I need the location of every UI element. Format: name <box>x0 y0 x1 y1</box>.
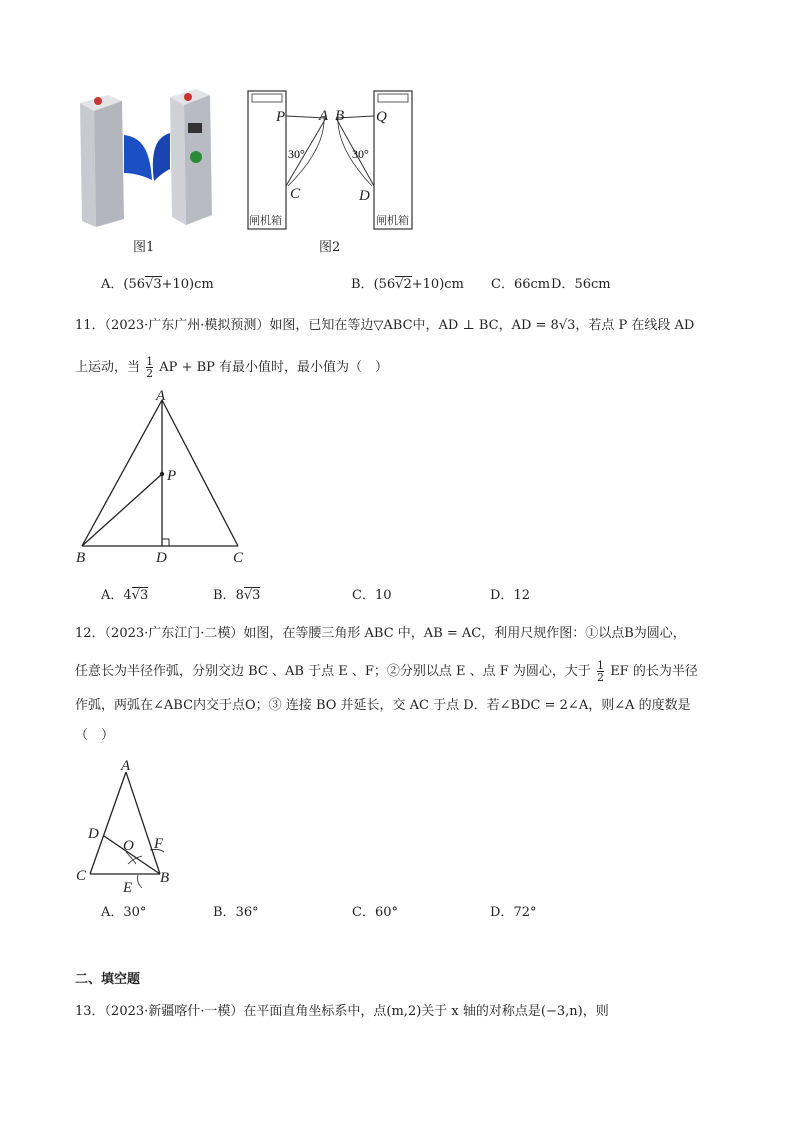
section-heading: 二、填空题 <box>75 972 141 987</box>
label-P: P <box>167 468 177 484</box>
label-C: C <box>290 186 301 202</box>
q10-option-a: A．(56√3+10)cm <box>101 277 214 292</box>
label-D: D <box>359 188 370 204</box>
angle-right: 30° <box>352 147 369 161</box>
figure-2-diagram <box>240 88 425 233</box>
q12-isosceles-diagram <box>72 752 192 897</box>
q12-line3: 作弧，两弧在∠ABC内交于点O；③ 连接 BO 并延长，交 AC 于点 D．若∠BDC = 2∠A，则∠A 的度数是 <box>75 698 691 713</box>
label-A: A <box>156 388 166 404</box>
label-B: B <box>160 870 170 886</box>
q12-option-a: A．30° <box>101 905 147 920</box>
q12-line1: 12．（2023·广东江门·二模）如图，在等腰三角形 ABC 中，AB = AC，利用尺规作图：①以点B为圆心， <box>75 626 686 641</box>
label-C: C <box>76 868 87 884</box>
label-D: D <box>88 826 99 842</box>
figure-1-caption: 图1 <box>133 240 155 255</box>
q13-line1: 13．（2023·新疆喀什·一模）在平面直角坐标系中，点(m,2)关于 x 轴的对称点是(−3,n)，则 <box>75 1004 609 1019</box>
q10-option-b: B．(56√2+10)cm <box>351 277 464 292</box>
label-Q: Q <box>376 109 387 125</box>
q11-triangle-diagram <box>70 388 260 573</box>
label-F: F <box>154 836 164 852</box>
q12-line2: 任意长为半径作弧，分别交边 BC 、AB 于点 E 、F；②分别以点 E 、点 F 为圆心，大于 $\frac{1}{2}$ EF 的长为半径 <box>75 659 698 684</box>
q10-option-c: C．66cm <box>491 277 551 292</box>
q12-option-b: B．36° <box>213 905 259 920</box>
q12-line4: （ ） <box>75 728 115 743</box>
q11-option-b: B．8√3 <box>213 588 261 603</box>
label-C: C <box>233 550 244 566</box>
q11-line2: 上运动，当 $\frac{1}{2}$ AP + BP 有最小值时，最小值为（ ） <box>75 355 389 380</box>
label-A: A <box>319 108 329 124</box>
label-B: B <box>76 550 86 566</box>
angle-left: 30° <box>288 147 305 161</box>
q12-option-d: D．72° <box>490 905 537 920</box>
label-O: O <box>123 838 134 854</box>
turnstile-photo <box>70 85 220 235</box>
box-label-right: 闸机箱 <box>376 214 409 227</box>
label-B: B <box>335 108 345 124</box>
label-D: D <box>156 550 167 566</box>
q11-option-a: A．4√3 <box>101 588 149 603</box>
q12-option-c: C．60° <box>352 905 398 920</box>
label-A: A <box>121 758 131 774</box>
q10-option-d: D．56cm <box>551 277 611 292</box>
label-E: E <box>123 880 133 896</box>
q11-option-c: C．10 <box>352 588 392 603</box>
box-label-left: 闸机箱 <box>249 214 282 227</box>
q11-option-d: D．12 <box>490 588 530 603</box>
q11-line1: 11．（2023·广东广州·模拟预测）如图，已知在等边▽ABC中，AD ⊥ BC，AD = 8√3，若点 P 在线段 AD <box>75 318 695 333</box>
figure-2-caption: 图2 <box>319 240 341 255</box>
label-P: P <box>276 109 286 125</box>
